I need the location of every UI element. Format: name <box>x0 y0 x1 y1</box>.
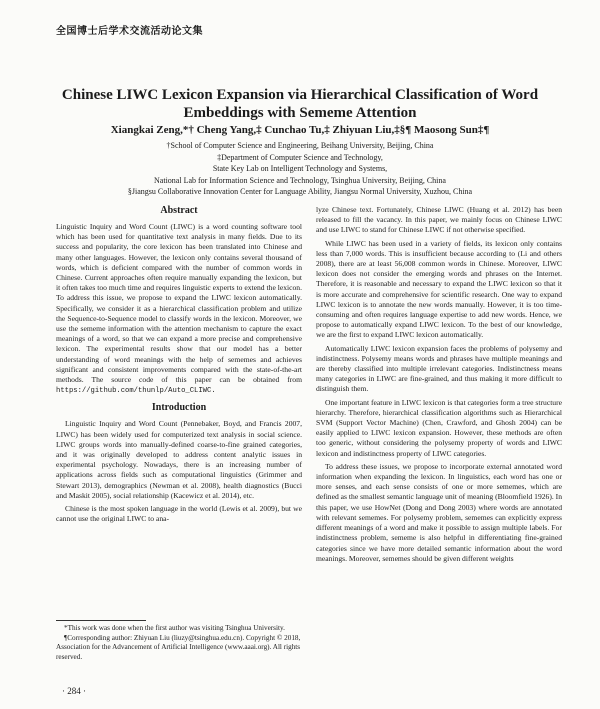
abstract-text: Linguistic Inquiry and Word Count (LIWC) is a word counting software tool which has been used for quantitative text analysis in many fields. Due to its success and popularity, the core lexicon has been translated into Chinese and many other languages. However, the lexicon only contains several thousand of words, which is deficient compared with the number of common words in Chinese. Current approaches often require manually expanding the lexicon, but it often takes too much time and requires linguistic experts to extend the lexicon. To address this issue, we propose to expand the LIWC lexicon automatically. Specifically, we consider it as a hierarchical classification problem and utilize the Sequence-to-Sequence model to classify words in the lexicon. Moreover, we use the sememe information with the attention mechanism to capture the exact meanings of a word, so that we can expand a more precise and comprehensive lexicon. The experimental results show that our model has a better understanding of word meanings with the help of sememes and achieves significant and consistent improvements compared with the state-of-the-art methods. The source code of this paper can be obtained from <box>56 222 302 385</box>
abstract-body <box>56 222 302 396</box>
author-list: Xiangkai Zeng,*† Cheng Yang,‡ Cunchao Tu,‡ Zhiyuan Liu,‡§¶ Maosong Sun‡¶ <box>110 124 490 136</box>
paper-title: Chinese LIWC Lexicon Expansion via Hierarchical Classification of Word Embeddings with Sememe Attention <box>61 87 539 121</box>
page-number: · 284 · <box>62 686 86 696</box>
right-paragraph-1: lyze Chinese text. Fortunately, Chinese LIWC (Huang et al. 2012) has been released to fill the vacancy. In this paper, we mainly focus on Chinese LIWC and use LIWC to stand for Chinese LIWC if not otherwise specified. <box>316 205 562 235</box>
right-paragraph-4: One important feature in LIWC lexicon is that categories form a tree structure hierarchy. Therefore, hierarchical classification algorithms such as Hierarchical SVM (Support Vector Machine) (Chen, Crawford, and Ghosh 2004) can be easily applied to LIWC lexicon expansion. However, these methods are often too generic, without considering the polysemy property of words and LIWC lexicon and indistinctness property of LIWC categories. <box>316 397 563 458</box>
affiliation-line: †School of Computer Science and Engineering, Beihang University, Beijing, China <box>166 141 434 150</box>
left-column <box>56 205 302 527</box>
footnotes <box>56 624 302 662</box>
affiliation-line: ‡Department of Computer Science and Technology, <box>217 152 383 162</box>
footnote: *This work was done when the first author was visiting Tsinghua University. <box>64 624 285 632</box>
affiliation-line: National Lab for Information Science and Technology, Tsinghua University, Beijing, China <box>154 175 446 185</box>
affiliation-line: §Jiangsu Collaborative Innovation Center for Language Ability, Jiangsu Normal University, Xuzhou, China <box>127 187 473 196</box>
abstract-heading: Abstract <box>160 205 198 216</box>
source-code-link[interactable]: https://github.com/thunlp/Auto_CLIWC. <box>56 387 216 396</box>
footnote: ¶Corresponding author: Zhiyuan Liu (liuzy@tsinghua.edu.cn). Copyright © 2018, Association for the Advancement of Artificial Intelligence (www.aaai.org). All rights reserved. <box>56 633 301 661</box>
right-paragraph-5: To address these issues, we propose to incorporate external annotated word information when expanding the lexicon. In linguistics, each word has one or more senses, and each sense consists of one or more sememes, which are defined as the smallest semantic language unit of meaning (Bloomfield 1926). In this paper, we use HowNet (Dong and Dong 2003) where words are annotated with relevant sememes. For polysemy problem, sememes can explicitly express different meanings of a word and make it possible to assign multiple labels. For indistinctness problem, sememe is also helpful in differentiating fine-grained categories since we have more detailed semantic information about the word meanings. Moreover, sememes should be given different weights <box>316 461 562 563</box>
right-paragraph-3: Automatically LIWC lexicon expansion faces the problems of polysemy and indistinctness. Polysemy means words and phrases have multiple meanings and are thereby classified into multiple irrelevant categories. Indistinctness means many categories in LIWC are fine-grained, and thus making it more difficult to distinguish them. <box>316 343 562 394</box>
footnote-rule <box>56 620 146 621</box>
affiliation-line: State Key Lab on Intelligent Technology and Systems, <box>212 164 388 173</box>
running-header: 全国博士后学术交流活动论文集 <box>56 26 203 37</box>
intro-paragraph-2: Chinese is the most spoken language in the world (Lewis et al. 2009), but we cannot use the original LIWC to ana- <box>56 504 302 524</box>
intro-paragraph-1: Linguistic Inquiry and Word Count (Pennebaker, Boyd, and Francis 2007, LIWC) has been widely used for computerized text analysis in social science. LIWC groups words into manually-defined coarse-to-fine grained categories, and it was originally developed to address content analytic issues in experimental psychology. Nowadays, there is an increasing number of applications across fields such as computational linguistics (Grimmer and Stewart 2013), demographics (Newman et al. 2008), health diagnostics (Bucci and Maskit 2005), social relationship (Kacewicz et al. 2014), etc. <box>56 419 302 500</box>
right-column <box>316 205 562 567</box>
right-paragraph-2: While LIWC has been used in a variety of fields, its lexicon only contains less than 7,000 words. This is insufficient because according to (Li and others 2008), there are at least 56,008 common words in Chinese. Moreover, LIWC lexicon does not consider the emerging words and phrases on the Internet. Therefore, it is reasonable and necessary to expand the LIWC lexicon so that it is more accurate and comprehensive for scientific research. One way to expand LIWC lexicon is to annotate the new words manually. However, it is too time-consuming and often requires language expertise to add new words. Hence, we propose to automatically expand LIWC lexicon. To the best of our knowledge, we are the first to expand LIWC lexicon automatically. <box>316 238 562 340</box>
affiliations <box>40 140 560 198</box>
introduction-heading: Introduction <box>151 402 207 414</box>
